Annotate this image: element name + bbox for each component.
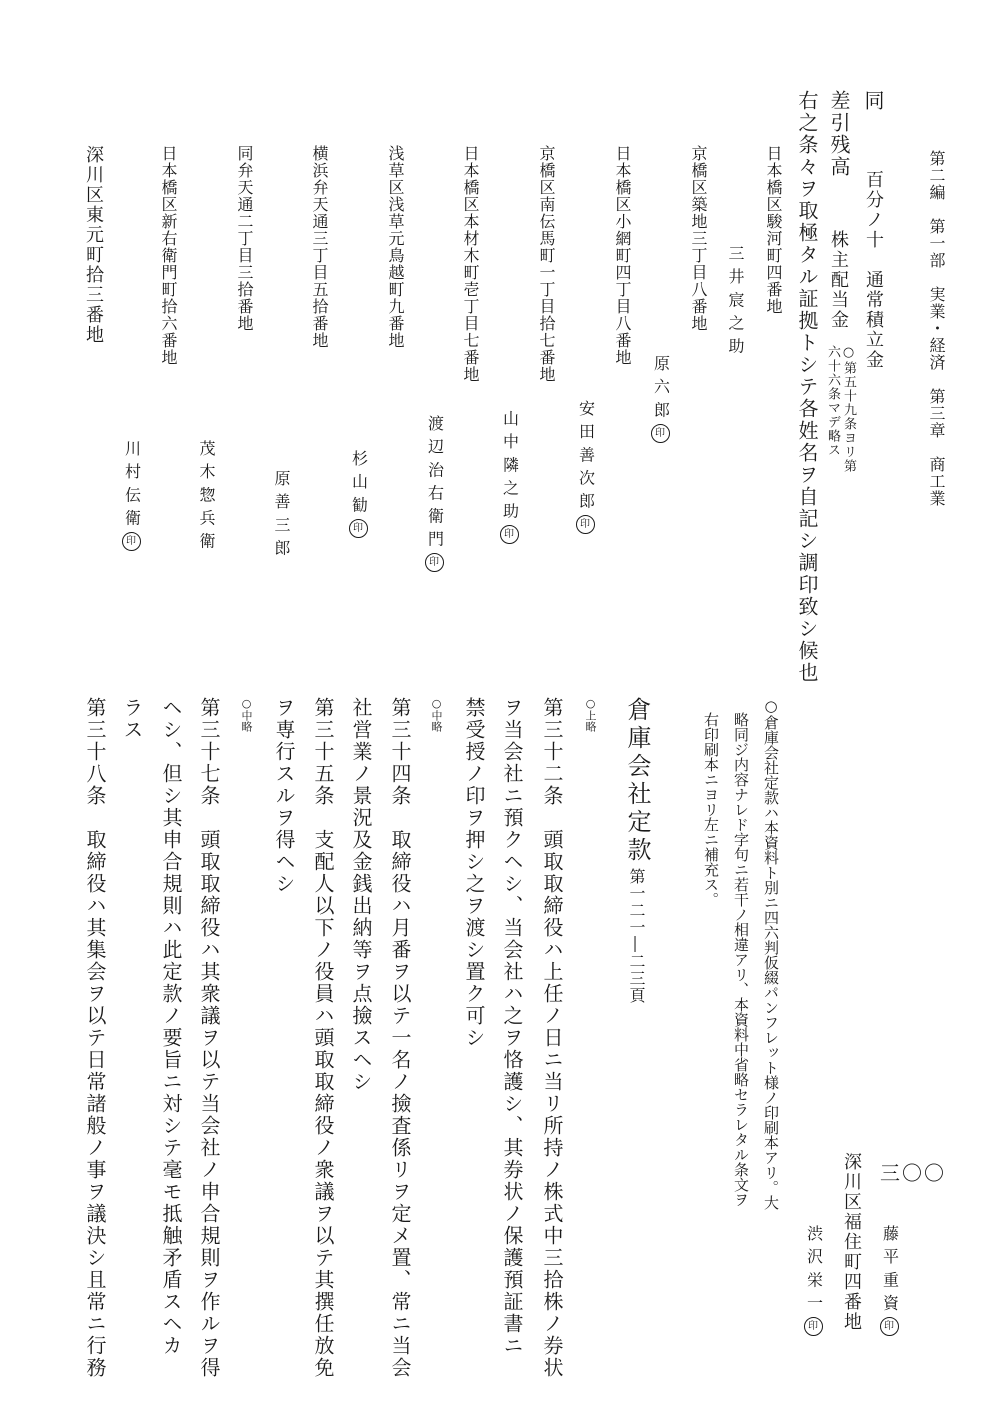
seal-mark: 印 — [576, 515, 595, 534]
omission-marker: ○中略 — [430, 697, 443, 732]
article-text: 第三十四条 取締役ハ月番ヲ以テ一名ノ撿査係リヲ定メ置、常ニ当会 — [388, 697, 412, 1379]
fund-line-item: 通常積立金 — [863, 270, 884, 370]
article-text: 禁受授ノ印ヲ押シ之ヲ渡シ置ク可シ — [462, 697, 486, 1049]
fund-line-label: 同 — [861, 90, 885, 112]
seal-mark: 印 — [500, 525, 519, 544]
running-head: 第二編 第一部 実業・経済 第三章 商工業 — [927, 150, 946, 507]
signatory-name: 茂 木 惣 兵 衛 — [197, 440, 216, 550]
signatory-address: 深川区福住町四番地 — [841, 1152, 862, 1332]
signatory-name: 原 善 三 郎 — [272, 470, 291, 557]
seal-mark: 印 — [425, 553, 444, 572]
signatory-address: 日本橋区小網町四丁目八番地 — [613, 145, 632, 366]
signatory-address: 京橋区築地三丁目八番地 — [689, 145, 708, 332]
article-text: 第三十五条 支配人以下ノ役員ハ頭取取締役ノ衆議ヲ以テ其撰任放免 — [311, 697, 335, 1379]
signatory-name: 山 中 隣 之 助印 — [500, 410, 519, 544]
fund-line-rate: 百分ノ十 — [863, 170, 884, 250]
section-title: 倉庫会社定款 — [623, 697, 651, 865]
seal-mark: 印 — [880, 1317, 899, 1336]
editor-note-line: 略同ジ内容ナレド字句ニ若干ノ相違アリ、本資料中省略セラレタル条文ヲ — [732, 712, 750, 1207]
signatory-address: 日本橋区本材木町壱丁目七番地 — [461, 145, 480, 383]
signatory-address: 横浜弁天通三丁目五拾番地 — [310, 145, 329, 349]
article-text: ヲ専行スルヲ得ヘシ — [272, 697, 296, 895]
article-text: 社営業ノ景況及金銭出納等ヲ点撿スヘシ — [349, 697, 373, 1093]
dividend-label: 株主配当金 — [828, 230, 849, 330]
omission-marker: ○中略 — [240, 697, 253, 732]
signatory-name: 安 田 善 次 郎印 — [576, 400, 595, 534]
signatory-name: 杉 山 勧印 — [349, 450, 368, 538]
signatory-address: 浅草区浅草元鳥越町九番地 — [386, 145, 405, 349]
article-text: ヲ当会社ニ預クヘシ、当会社ハ之ヲ恪護シ、其券状ノ保護預証書ニ — [500, 697, 524, 1357]
seal-mark: 印 — [804, 1317, 823, 1336]
signatory-address: 日本橋区新右衛門町拾六番地 — [159, 145, 178, 366]
signatory-address: 日本橋区駿河町四番地 — [764, 145, 783, 315]
signatory-name: 渡 辺 治 右 衛 門印 — [425, 415, 444, 572]
article-text: 第三十二条 頭取取締役ハ上任ノ日ニ当リ所持ノ株式中三拾株ノ券状 — [540, 697, 564, 1379]
omission-marker: ○上略 — [584, 697, 597, 732]
editor-note-line: 右印刷本ニヨリ左ニ補充ス。 — [702, 712, 720, 907]
article-text: 第三十七条 頭取取締役ハ其衆議ヲ以テ当会社ノ申合規則ヲ作ルヲ得 — [197, 697, 221, 1379]
seal-mark: 印 — [349, 519, 368, 538]
seal-mark: 印 — [122, 532, 141, 551]
omission-note-2: 六十六条マデ略ス — [825, 345, 840, 457]
article-text: ヘシ、但シ其申合規則ハ此定款ノ要旨ニ対シテ毫モ抵触矛盾スヘカ — [159, 697, 183, 1357]
seal-mark: 印 — [651, 424, 670, 443]
signatory-name: 川 村 伝 衛印 — [122, 440, 141, 551]
page-number: 三〇〇 — [880, 1161, 946, 1185]
signatory-name: 藤 平 重 資印 — [880, 1225, 899, 1336]
signatory-name: 原 六 郎印 — [651, 355, 670, 443]
signatory-address: 京橋区南伝馬町一丁目拾七番地 — [537, 145, 556, 383]
article-text: ラス — [120, 697, 144, 741]
article-text: 第三十八条 取締役ハ其集会ヲ以テ日常諸般ノ事ヲ議決シ且常ニ行務 — [83, 697, 107, 1379]
closing-statement: 右之条々ヲ取極タル証拠トシテ各姓名ヲ自記シ調印致シ候也 — [795, 90, 819, 684]
page-reference: 第一二一―二三頁 — [627, 868, 646, 1004]
signatory-address: 深川区東元町拾三番地 — [83, 145, 104, 345]
editor-note-line: ○倉庫会社定款ハ本資料ト別ニ四六判仮綴パンフレット様ノ印刷本アリ。大 — [762, 697, 780, 1210]
signatory-name: 渋 沢 栄 一印 — [804, 1225, 823, 1336]
signatory-name: 三 井 宸 之 助 — [726, 245, 745, 355]
signatory-address: 同弁天通二丁目三拾番地 — [235, 145, 254, 332]
balance-label: 差引残高 — [827, 90, 851, 178]
omission-note-1: ○第五十九条ヨリ第 — [841, 345, 856, 473]
